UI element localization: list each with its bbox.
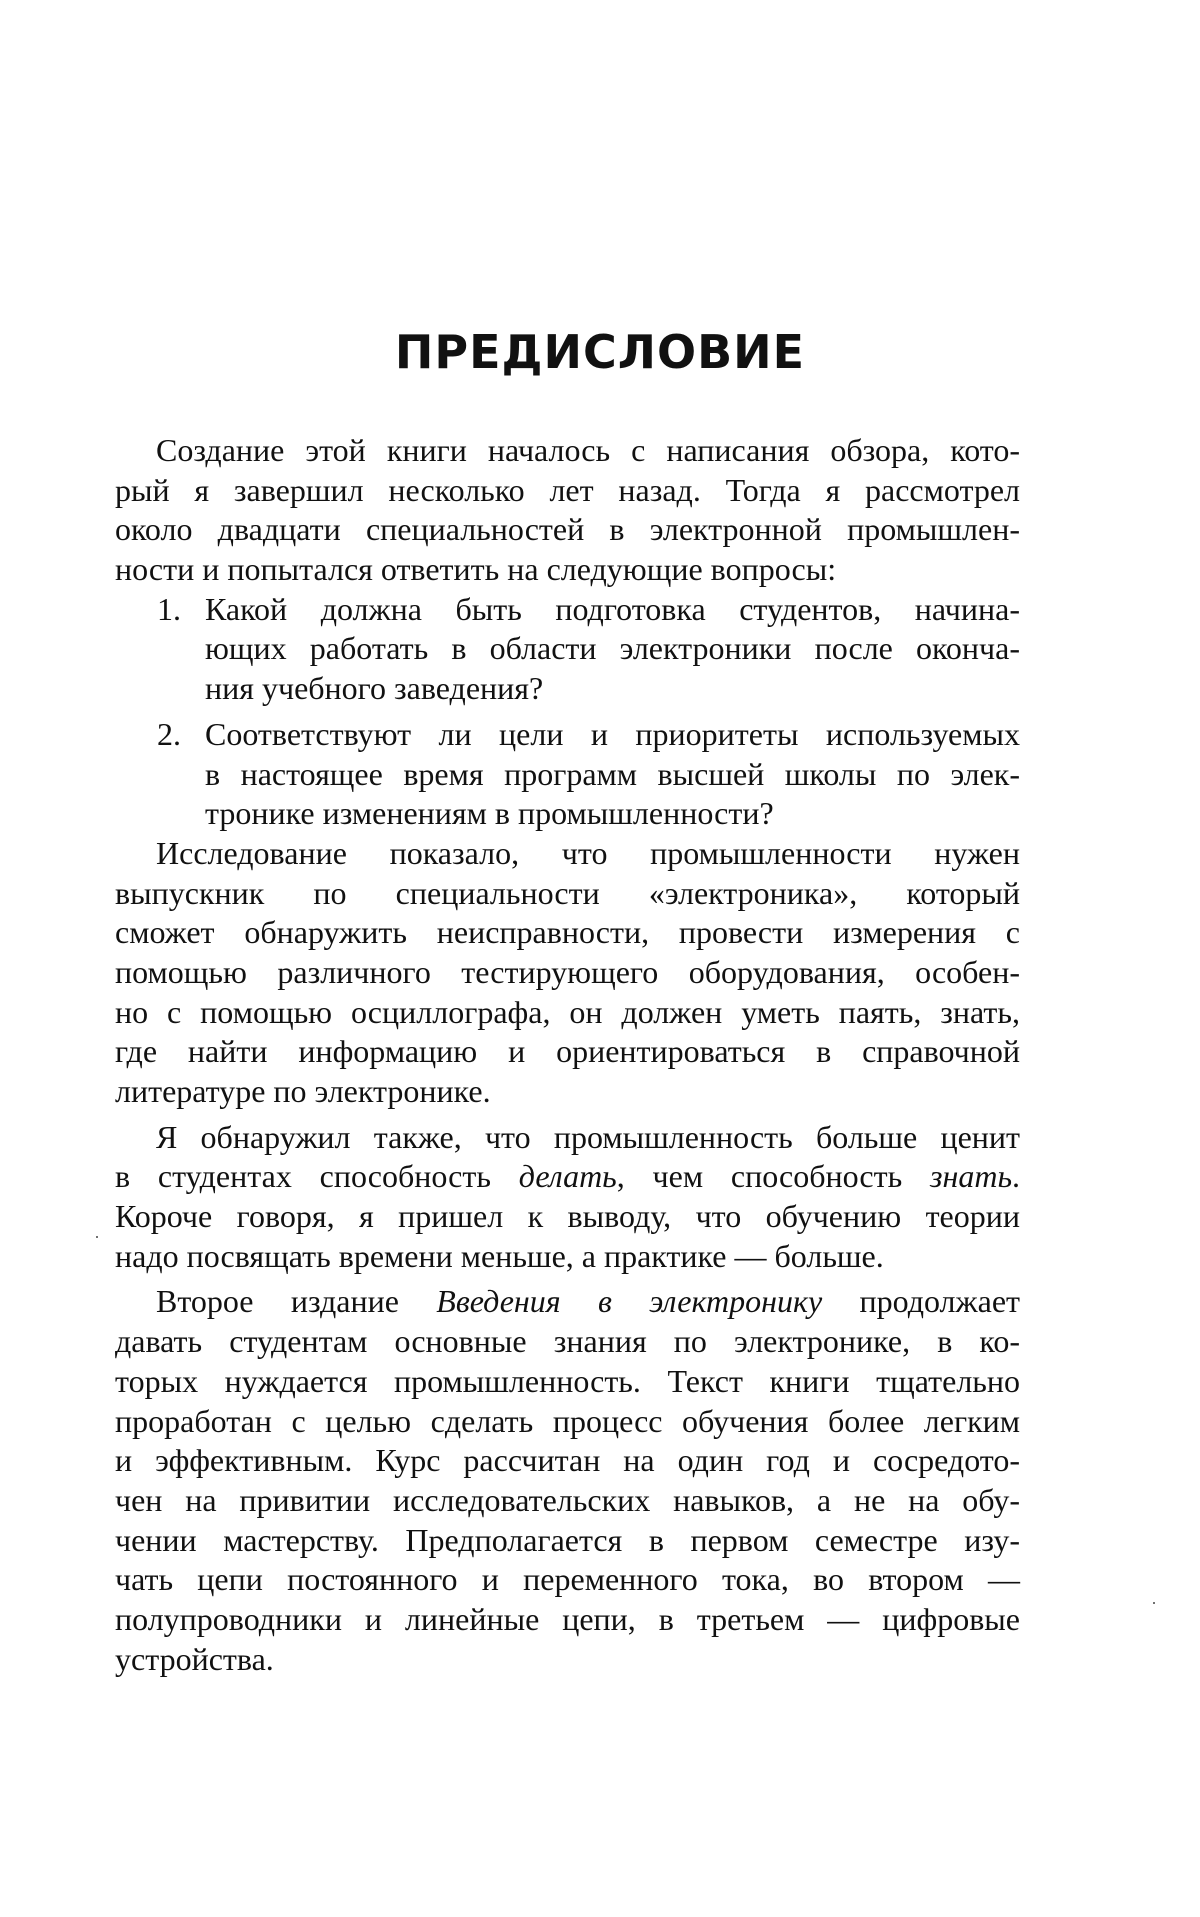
text-line: выпускник по специальности «электроника», который <box>115 874 1020 911</box>
emphasis-text: делать <box>518 1158 617 1195</box>
text-run: продолжает <box>822 1283 1021 1320</box>
paragraph-conclusion <box>115 1118 1020 1277</box>
text-run: в студентах способность <box>115 1158 519 1195</box>
list-item-first-line <box>115 590 1020 630</box>
text-line: около двадцати специальностей в электронной промышлен- <box>115 511 1020 548</box>
list-item-text: Какой должна быть подготовка студентов, начина- <box>205 590 1020 627</box>
text-line: Короче говоря, я пришел к выводу, что обучению теории <box>115 1198 1020 1235</box>
list-item-number: 1. <box>157 590 181 627</box>
text-line: давать студентам основные знания по электронике, в ко- <box>115 1323 1020 1360</box>
list-item-line: ющих работать в области электроники после оконча- <box>205 630 1020 667</box>
text-run: . <box>1012 1158 1021 1195</box>
text-run: Второе издание <box>156 1283 437 1320</box>
paragraph-intro <box>115 431 1020 590</box>
text-line: проработан с целью сделать процесс обучения более легким <box>115 1402 1020 1439</box>
text-line: но с помощью осциллографа, он должен уметь паять, знать, <box>115 993 1020 1030</box>
text-line: литературе по электронике. <box>115 1073 491 1109</box>
text-line: устройства. <box>115 1640 274 1677</box>
text-line: чен на привитии исследовательских навыков, а не на обу- <box>115 1481 1020 1518</box>
scan-speck <box>1153 1602 1155 1604</box>
text-line: рый я завершил несколько лет назад. Тогда я рассмотрел <box>115 471 1020 508</box>
text-line: чать цепи постоянного и переменного тока, во втором — <box>115 1561 1020 1598</box>
text-line: надо посвящать времени меньше, а практике — больше. <box>115 1237 884 1274</box>
scan-speck <box>96 1236 98 1238</box>
paragraph-research <box>115 834 1020 1112</box>
list-item <box>115 715 1020 834</box>
text-line: торых нуждается промышленность. Текст книги тщательно <box>115 1362 1020 1399</box>
list-item-first-line <box>115 715 1020 755</box>
list-item-text: Соответствуют ли цели и приоритеты используемых <box>205 715 1020 752</box>
list-item-line: в настоящее время программ высшей школы по элек- <box>205 755 1020 792</box>
text-line: и эффективным. Курс рассчитан на один год и сосредото- <box>115 1442 1020 1479</box>
text-line: ности и попытался ответить на следующие вопросы: <box>115 551 837 588</box>
text-line: помощью различного тестирующего оборудования, особен- <box>115 953 1020 990</box>
text-line: Я обнаружил также, что промышленность больше ценит <box>156 1118 1020 1155</box>
text-run: , чем способность <box>616 1158 930 1195</box>
list-item-line: тронике изменениям в промышленности? <box>205 795 774 832</box>
text-line: полупроводники и линейные цепи, в третьем — цифровые <box>115 1600 1020 1637</box>
emphasis-text: знать <box>929 1158 1013 1195</box>
paragraph-second-edition <box>115 1282 1020 1679</box>
list-item <box>115 590 1020 709</box>
text-line: Создание этой книги началось с написания обзора, кото- <box>156 432 1020 468</box>
list-item-number: 2. <box>157 715 181 752</box>
text-line: Исследование показало, что промышленности нужен <box>156 834 1020 871</box>
text-line: сможет обнаружить неисправности, провести измерения с <box>115 914 1020 951</box>
page-title: ПРЕДИСЛОВИЕ <box>394 325 806 379</box>
question-list <box>115 590 1020 834</box>
list-item-line: ния учебного заведения? <box>205 670 544 707</box>
text-line: чении мастерству. Предполагается в первом семестре изу- <box>115 1521 1020 1558</box>
book-title-emphasis: Введения в электронику <box>436 1283 823 1320</box>
text-line: где найти информацию и ориентироваться в справочной <box>115 1033 1020 1070</box>
preface-body <box>115 431 1020 1679</box>
text-line-with-emphasis <box>115 1157 1020 1197</box>
text-line-with-emphasis <box>115 1282 1020 1322</box>
